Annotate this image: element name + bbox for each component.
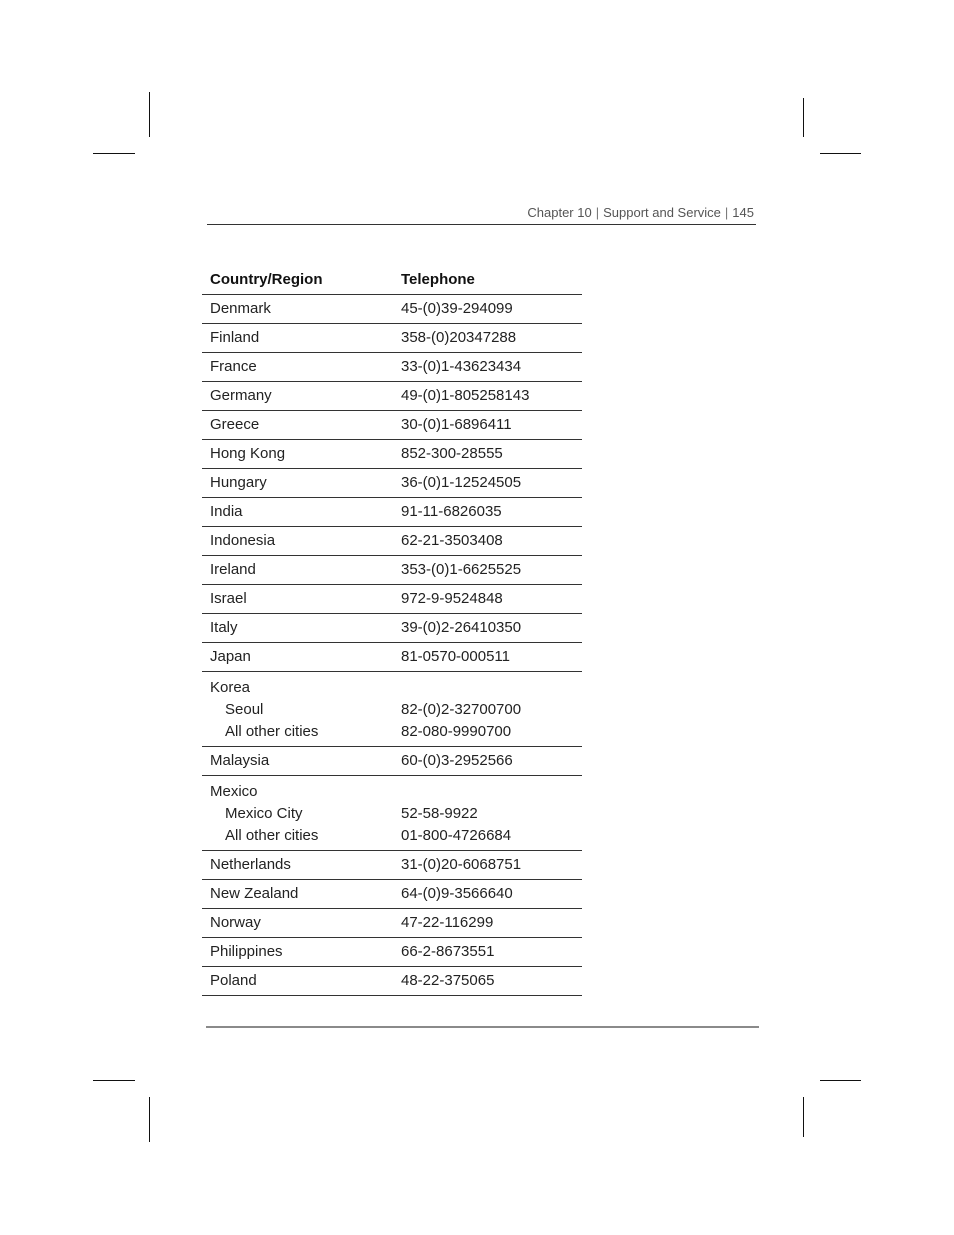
country-cell: Greece xyxy=(210,416,260,433)
country-cell: Finland xyxy=(210,329,260,346)
phone-cell: 52-58-9922 xyxy=(401,805,478,822)
crop-mark-top-right-horizontal xyxy=(820,153,861,154)
header-separator: | xyxy=(595,205,600,220)
chapter-label: Chapter 10 xyxy=(527,205,592,220)
country-cell: New Zealand xyxy=(210,885,299,902)
column-header-telephone: Telephone xyxy=(401,271,475,288)
table-row xyxy=(202,556,582,585)
phone-cell: 353-(0)1-6625525 xyxy=(401,561,522,578)
city-cell: All other cities xyxy=(225,723,319,740)
country-cell: Ireland xyxy=(210,561,256,578)
table-row xyxy=(202,672,582,747)
crop-mark-top-left-horizontal xyxy=(93,153,135,154)
phone-cell: 39-(0)2-26410350 xyxy=(401,619,522,636)
table-row xyxy=(202,851,582,880)
phone-cell: 33-(0)1-43623434 xyxy=(401,358,522,375)
phone-cell: 82-080-9990700 xyxy=(401,723,512,740)
country-cell: Philippines xyxy=(210,943,283,960)
crop-mark-bottom-left-vertical xyxy=(149,1097,150,1142)
country-cell: Denmark xyxy=(210,300,271,317)
table-row xyxy=(202,440,582,469)
phone-cell: 62-21-3503408 xyxy=(401,532,503,549)
country-cell: Israel xyxy=(210,590,247,607)
table-row xyxy=(202,295,582,324)
footer-rule xyxy=(206,1026,759,1028)
country-cell: Japan xyxy=(210,648,251,665)
table-row xyxy=(202,643,582,672)
phone-cell: 30-(0)1-6896411 xyxy=(401,416,512,433)
country-cell: Germany xyxy=(210,387,272,404)
phone-cell: 31-(0)20-6068751 xyxy=(401,856,522,873)
phone-cell: 358-(0)20347288 xyxy=(401,329,517,346)
phone-cell: 82-(0)2-32700700 xyxy=(401,701,522,718)
section-title: Support and Service xyxy=(603,205,721,220)
country-cell: India xyxy=(210,503,243,520)
crop-mark-bottom-right-horizontal xyxy=(820,1080,861,1081)
table-row xyxy=(202,585,582,614)
table-row xyxy=(202,967,582,996)
phone-cell: 01-800-4726684 xyxy=(401,827,512,844)
country-cell: Mexico xyxy=(210,783,258,800)
phone-cell: 36-(0)1-12524505 xyxy=(401,474,522,491)
table-header-row xyxy=(202,266,582,295)
table-row xyxy=(202,469,582,498)
city-cell: Seoul xyxy=(225,701,264,718)
table-row xyxy=(202,527,582,556)
table-row xyxy=(202,747,582,776)
country-cell: Netherlands xyxy=(210,856,291,873)
phone-cell: 47-22-116299 xyxy=(401,914,494,931)
support-phone-table xyxy=(202,266,582,996)
table-row xyxy=(202,776,582,851)
table-row xyxy=(202,324,582,353)
running-header xyxy=(207,204,756,225)
phone-cell: 91-11-6826035 xyxy=(401,503,502,520)
country-cell: Indonesia xyxy=(210,532,276,549)
table-row xyxy=(202,909,582,938)
country-cell: Poland xyxy=(210,972,257,989)
phone-cell: 972-9-9524848 xyxy=(401,590,503,607)
crop-mark-top-right-vertical xyxy=(803,98,804,137)
country-cell: Korea xyxy=(210,679,251,696)
city-cell: All other cities xyxy=(225,827,319,844)
table-row xyxy=(202,880,582,909)
country-cell: Malaysia xyxy=(210,752,270,769)
column-header-country: Country/Region xyxy=(210,271,323,288)
table-row xyxy=(202,614,582,643)
phone-cell: 66-2-8673551 xyxy=(401,943,495,960)
phone-cell: 48-22-375065 xyxy=(401,972,495,989)
phone-cell: 45-(0)39-294099 xyxy=(401,300,513,317)
table-row xyxy=(202,382,582,411)
table-row xyxy=(202,938,582,967)
phone-cell: 81-0570-000511 xyxy=(401,648,510,665)
crop-mark-bottom-left-horizontal xyxy=(93,1080,135,1081)
running-header-text xyxy=(527,205,754,220)
table-row xyxy=(202,498,582,527)
country-cell: Hong Kong xyxy=(210,445,286,462)
phone-cell: 60-(0)3-2952566 xyxy=(401,752,513,769)
crop-mark-bottom-right-vertical xyxy=(803,1097,804,1137)
country-cell: Italy xyxy=(210,619,238,636)
country-cell: Hungary xyxy=(210,474,267,491)
crop-mark-top-left-vertical xyxy=(149,92,150,137)
country-cell: Norway xyxy=(210,914,261,931)
city-cell: Mexico City xyxy=(225,805,303,822)
table-row xyxy=(202,411,582,440)
phone-cell: 64-(0)9-3566640 xyxy=(401,885,513,902)
phone-cell: 852-300-28555 xyxy=(401,445,503,462)
phone-cell: 49-(0)1-805258143 xyxy=(401,387,530,404)
header-separator: | xyxy=(724,205,729,220)
page-number: 145 xyxy=(732,205,754,220)
country-cell: France xyxy=(210,358,257,375)
table-row xyxy=(202,353,582,382)
